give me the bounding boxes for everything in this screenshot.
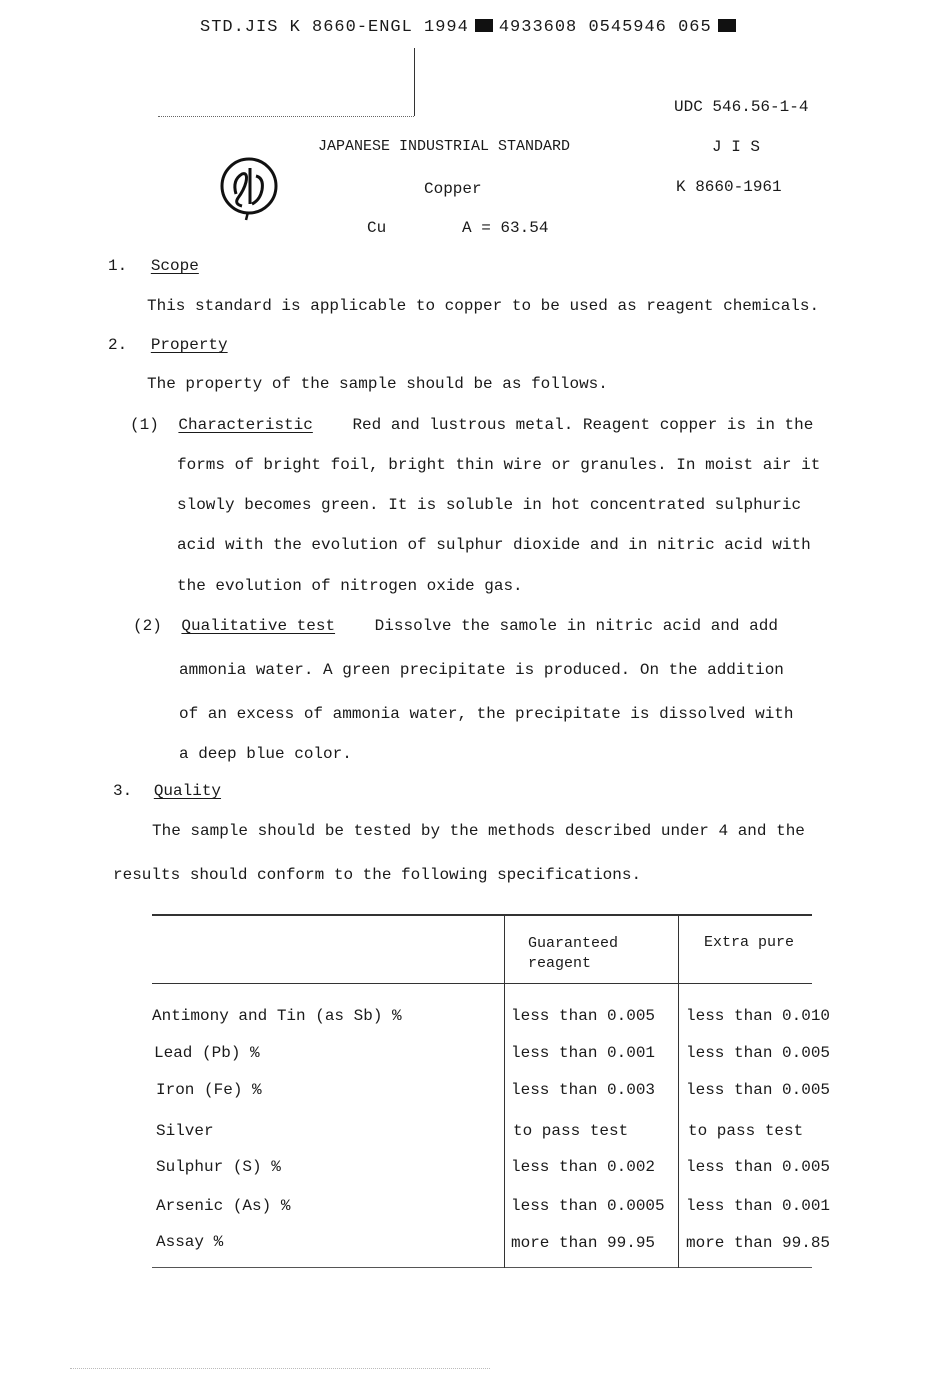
item-text-line: of an excess of ammonia water, the precipitate is dissolved with: [179, 705, 794, 723]
item-text-line: forms of bright foil, bright thin wire or granules. In moist air it: [177, 456, 821, 474]
table-header-rule: [152, 983, 812, 984]
column-header-extra-pure: Extra pure: [704, 934, 795, 951]
chemical-symbol: Cu: [367, 219, 387, 237]
udc-code: UDC 546.56-1-4: [674, 98, 809, 116]
quality-text-line: The sample should be tested by the methods described under 4 and the: [152, 822, 805, 840]
section-number: 2.: [108, 336, 128, 354]
row-guaranteed-value: to pass test: [513, 1122, 629, 1140]
item-number: (1): [130, 416, 159, 434]
item-text-line: ammonia water. A green precipitate is produced. On the addition: [179, 661, 784, 679]
row-extra-pure-value: less than 0.001: [686, 1197, 831, 1215]
quality-text-line: results should conform to the following specifications.: [113, 866, 642, 884]
row-guaranteed-value: less than 0.005: [511, 1007, 656, 1025]
std-code-3: 065: [678, 18, 712, 37]
row-extra-pure-value: less than 0.005: [686, 1081, 831, 1099]
row-item: Iron (Fe) %: [156, 1081, 262, 1099]
section-title: Property: [150, 336, 228, 354]
standard-number: K 8660-1961: [676, 178, 782, 196]
item-text-line: slowly becomes green. It is soluble in hot concentrated sulphuric: [177, 496, 802, 514]
item-qualitative-test: [133, 617, 778, 635]
item-text-line: acid with the evolution of sulphur dioxide and in nitric acid with: [177, 536, 811, 554]
row-item: Assay %: [156, 1233, 224, 1251]
row-guaranteed-value: less than 0.003: [511, 1081, 656, 1099]
item-text-line: Red and lustrous metal. Reagent copper is in the: [352, 416, 814, 434]
section-number: 3.: [113, 782, 133, 800]
standard-subject: Copper: [424, 180, 482, 198]
item-text-line: the evolution of nitrogen oxide gas.: [177, 577, 523, 595]
row-extra-pure-value: less than 0.010: [686, 1007, 831, 1025]
item-title: Qualitative test: [181, 617, 336, 635]
row-guaranteed-value: less than 0.0005: [511, 1197, 665, 1215]
section-scope-heading: [108, 257, 199, 275]
section-title: Scope: [150, 257, 199, 275]
table-column-divider: [504, 914, 505, 1268]
row-item: Antimony and Tin (as Sb) %: [152, 1007, 402, 1025]
row-item: Lead (Pb) %: [154, 1044, 260, 1062]
row-extra-pure-value: to pass test: [688, 1122, 804, 1140]
std-prefix: STD.JIS K 8660-ENGL 1994: [200, 18, 469, 37]
column-header-guaranteed: Guaranteed reagent: [528, 935, 619, 972]
redaction-block: [475, 19, 493, 32]
scan-artifact-vertical: [414, 48, 415, 116]
row-item: Arsenic (As) %: [156, 1197, 291, 1215]
section-property-heading: [108, 336, 228, 354]
row-extra-pure-value: less than 0.005: [686, 1044, 831, 1062]
item-text-line: Dissolve the samole in nitric acid and add: [374, 617, 778, 635]
std-code-1: 4933608: [498, 18, 578, 37]
table-column-divider: [678, 914, 679, 1268]
row-extra-pure-value: more than 99.85: [686, 1234, 831, 1252]
specifications-table: [152, 914, 831, 1270]
table-bottom-rule: [152, 1267, 812, 1268]
scan-artifact-dotted: [158, 116, 414, 117]
row-guaranteed-value: less than 0.002: [511, 1158, 656, 1176]
jis-label: J I S: [712, 138, 761, 156]
redaction-block: [718, 19, 736, 32]
row-item: Silver: [156, 1122, 214, 1140]
standard-org: JAPANESE INDUSTRIAL STANDARD: [318, 138, 571, 155]
atomic-weight: A = 63.54: [462, 219, 549, 237]
table-top-rule: [152, 914, 812, 916]
item-text-line: a deep blue color.: [179, 745, 352, 763]
section-quality-heading: [113, 782, 221, 800]
row-extra-pure-value: less than 0.005: [686, 1158, 831, 1176]
std-code-2: 0545946: [588, 18, 667, 37]
row-guaranteed-value: less than 0.001: [511, 1044, 656, 1062]
property-intro: The property of the sample should be as follows.: [147, 375, 608, 393]
item-title: Characteristic: [178, 416, 313, 434]
document-header: [200, 18, 742, 37]
item-characteristic: [130, 416, 813, 434]
section-title: Quality: [153, 782, 222, 800]
row-item: Sulphur (S) %: [156, 1158, 281, 1176]
row-guaranteed-value: more than 99.95: [511, 1234, 656, 1252]
item-number: (2): [133, 617, 162, 635]
section-number: 1.: [108, 257, 128, 275]
jis-mark-logo: [218, 154, 284, 224]
scope-text: This standard is applicable to copper to be used as reagent chemicals.: [147, 297, 820, 315]
scan-artifact-dotted: [70, 1368, 490, 1369]
